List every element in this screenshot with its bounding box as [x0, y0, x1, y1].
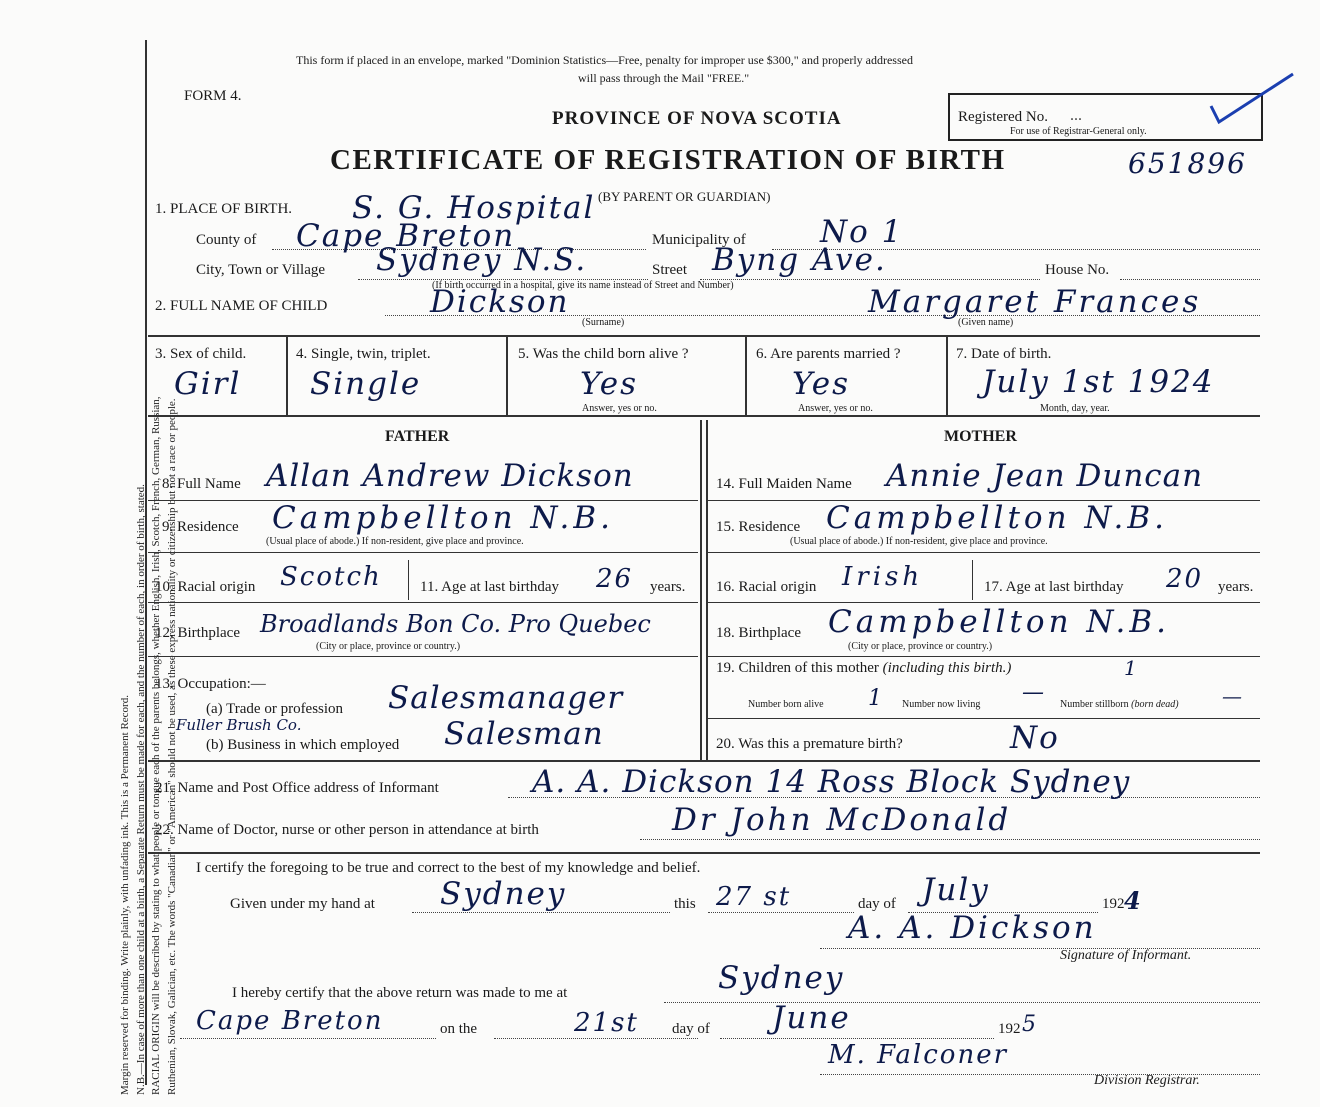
registered-no-label: Registered No.	[958, 109, 1048, 125]
registrar-month-line	[720, 1038, 994, 1039]
informant-signature-label: Signature of Informant.	[1060, 948, 1192, 963]
sex-value: Girl	[174, 366, 242, 402]
city-value: Sydney N.S.	[376, 242, 588, 278]
mother-racial-label: 16. Racial origin	[716, 579, 817, 595]
parents-divider	[700, 420, 702, 760]
margin-notes	[118, 396, 180, 1095]
registrar-day-of-label: day of	[672, 1021, 710, 1037]
father-name-value: Allan Andrew Dickson	[266, 458, 634, 494]
given-day-line	[708, 912, 854, 913]
premature-value: No	[1010, 720, 1060, 756]
now-living-label: Number now living	[902, 699, 981, 710]
parents-bottom-rule	[148, 760, 1260, 762]
city-label: City, Town or Village	[196, 262, 326, 278]
child-name-label: 2. FULL NAME OF CHILD	[155, 298, 328, 314]
stillborn-label	[1060, 699, 1179, 710]
mother-birthplace-rule	[708, 656, 1260, 657]
postal-notice-line2: will pass through the Mail "FREE."	[578, 71, 750, 85]
mother-residence-value: Campbellton N.B.	[826, 500, 1169, 536]
margin-line-2: N.B.—In case of more than one child at a birth, a Separate Return must be made for each, and the number of each, in order of birth, stated.	[134, 484, 147, 1095]
children-rule	[708, 718, 1260, 719]
given-month-value: July	[922, 872, 990, 908]
mother-heading: MOTHER	[944, 428, 1017, 445]
informant-signature-line	[820, 948, 1260, 949]
parents-married-note: Answer, yes or no.	[798, 403, 873, 414]
father-heading: FATHER	[385, 428, 450, 445]
municipality-label: Municipality of	[652, 232, 746, 248]
registrar-month-value: June	[772, 1000, 851, 1036]
form-number: FORM 4.	[184, 88, 242, 104]
mother-age-divider	[972, 560, 973, 600]
mother-age-label: 17. Age at last birthday	[984, 579, 1124, 595]
place-of-birth-label: 1. PLACE OF BIRTH.	[155, 201, 293, 217]
mother-racial-rule	[708, 602, 1260, 603]
binding-margin-rule	[145, 40, 147, 1085]
mother-residence-rule	[708, 552, 1260, 553]
child-surname: Dickson	[430, 284, 570, 320]
place-of-birth-value: S. G. Hospital	[352, 190, 596, 226]
given-day-of-label: day of	[858, 896, 896, 912]
mother-residence-note: (Usual place of abode.) If non-resident, give place and province.	[790, 536, 1048, 547]
certify-statement: I certify the foregoing to be true and correct to the best of my knowledge and belief.	[196, 860, 701, 876]
mother-birthplace-note: (City or place, province or country.)	[848, 641, 993, 652]
given-year-digit: 4	[1124, 886, 1143, 915]
stillborn-value: —	[1222, 684, 1244, 708]
father-birthplace-note: (City or place, province or country.)	[316, 641, 461, 652]
mother-racial-value: Irish	[842, 562, 924, 592]
plurality-label: 4. Single, twin, triplet.	[296, 346, 431, 362]
mother-age-value: 20	[1166, 564, 1204, 594]
certificate-subtitle: (BY PARENT OR GUARDIAN)	[598, 189, 771, 204]
born-alive-note: Answer, yes or no.	[582, 403, 657, 414]
parents-married-value: Yes	[792, 366, 851, 402]
parents-divider-2	[706, 420, 708, 760]
municipality-value: No 1	[820, 214, 904, 250]
given-day-value: 27 st	[716, 882, 792, 912]
informant-bottom-rule	[148, 852, 1260, 854]
registrar-day-line	[494, 1038, 698, 1039]
dob-label: 7. Date of birth.	[956, 346, 1052, 362]
father-birthplace-label: 12. Birthplace	[155, 625, 240, 641]
row3-divider-4	[946, 335, 948, 415]
informant-value: A. A. Dickson 14 Ross Block Sydney	[532, 764, 1131, 800]
given-place-line	[412, 912, 670, 913]
row3-divider-2	[506, 335, 508, 415]
certificate-title: CERTIFICATE OF REGISTRATION OF BIRTH	[330, 144, 1006, 176]
father-racial-label: 10. Racial origin	[155, 579, 256, 595]
children-total-value: 1	[1124, 656, 1139, 680]
given-place-value: Sydney	[440, 876, 567, 912]
row3-bottom-rule	[148, 415, 1260, 417]
dob-note: Month, day, year.	[1040, 403, 1110, 414]
registrar-statement: I hereby certify that the above return was made to me at	[232, 985, 568, 1001]
registered-no-value: ...	[1070, 107, 1082, 124]
children-label	[716, 660, 1011, 677]
trade-value: Salesmanager	[388, 680, 624, 716]
row3-divider-3	[745, 335, 747, 415]
parents-married-label: 6. Are parents married ?	[756, 346, 901, 362]
given-name-note: (Given name)	[958, 317, 1014, 328]
doctor-label: 22. Name of Doctor, nurse or other person in attendance at birth	[155, 822, 539, 838]
trade-label: (a) Trade or profession	[206, 701, 344, 717]
mother-birthplace-label: 18. Birthplace	[716, 625, 801, 641]
check-mark-icon	[1205, 68, 1300, 130]
registrar-on-the-label: on the	[440, 1021, 478, 1037]
this-label: this	[674, 896, 696, 912]
premature-label: 20. Was this a premature birth?	[716, 736, 903, 752]
margin-line-3: RACIAL ORIGIN will be described by stating to what people or tongue each of the parents belongs, whether English, Irish, Scotch, French, German, Russian,	[150, 396, 162, 1095]
mother-years-label: years.	[1218, 579, 1254, 595]
occupation-label: 13. Occupation:—	[155, 676, 266, 692]
informant-label: 21. Name and Post Office address of Informant	[155, 780, 439, 796]
born-alive-value: Yes	[580, 366, 639, 402]
born-alive-count-value: 1	[868, 686, 884, 711]
registrar-county-line	[180, 1038, 436, 1039]
mother-birthplace-value: Campbellton N.B.	[828, 604, 1171, 640]
province-heading: PROVINCE OF NOVA SCOTIA	[552, 108, 842, 129]
registrar-county-value: Cape Breton	[196, 1006, 384, 1036]
sex-label: 3. Sex of child.	[155, 346, 247, 362]
father-residence-label: 9. Residence	[162, 519, 239, 535]
father-residence-value: Campbellton N.B.	[272, 500, 615, 536]
surname-note: (Surname)	[582, 317, 625, 328]
father-years-label: years.	[650, 579, 686, 595]
registrar-day-value: 21st	[574, 1008, 639, 1038]
house-no-label: House No.	[1045, 262, 1110, 278]
stillborn-label-text: Number stillborn	[1060, 699, 1129, 710]
father-age-value: 26	[596, 564, 634, 594]
given-year-prefix: 192	[1102, 896, 1125, 912]
row3-divider-1	[286, 335, 288, 415]
child-given-name: Margaret Frances	[868, 284, 1202, 320]
father-birthplace-value: Broadlands Bon Co. Pro Quebec	[260, 610, 651, 638]
mother-name-label: 14. Full Maiden Name	[716, 476, 852, 492]
county-label: County of	[196, 232, 257, 248]
father-residence-rule	[148, 552, 698, 553]
father-age-divider	[408, 560, 409, 600]
registrar-year-prefix: 192	[998, 1021, 1021, 1037]
father-birthplace-rule	[148, 656, 698, 657]
mother-residence-label: 15. Residence	[716, 519, 801, 535]
county-value: Cape Breton	[296, 218, 516, 254]
street-label: Street	[652, 262, 687, 278]
postal-notice-line1: This form if placed in an envelope, marked "Dominion Statistics—Free, penalty for improper use $300," and properly addressed	[296, 53, 913, 67]
father-residence-note: (Usual place of abode.) If non-resident, give place and province.	[266, 536, 524, 547]
registrar-place-line	[664, 1002, 1260, 1003]
father-name-label: 8. Full Name	[162, 476, 241, 492]
doctor-line	[640, 839, 1260, 840]
now-living-value: —	[1022, 680, 1046, 705]
stamp-number: 651896	[1128, 147, 1247, 180]
dob-value: July 1st 1924	[982, 364, 1215, 400]
employer-note: Fuller Brush Co.	[176, 716, 302, 734]
street-value: Byng Ave.	[712, 242, 887, 278]
registrar-signature-label: Division Registrar.	[1094, 1073, 1200, 1088]
father-racial-value: Scotch	[280, 562, 382, 592]
informant-signature: A. A. Dickson	[848, 910, 1097, 946]
house-no-line	[1120, 279, 1260, 280]
margin-line-4: Ruthenian, Slovak, Galician, etc. The words "Canadian" or "American" should not be used, as these express nationality or citizenship but not a race or people.	[165, 398, 178, 1095]
registrar-note: For use of Registrar-General only.	[1010, 126, 1147, 137]
children-label-text: 19. Children of this mother	[716, 660, 879, 676]
father-age-label: 11. Age at last birthday	[420, 579, 559, 595]
registrar-place-value: Sydney	[718, 960, 845, 996]
plurality-value: Single	[310, 366, 422, 402]
given-under-label: Given under my hand at	[230, 896, 375, 912]
mother-name-value: Annie Jean Duncan	[886, 458, 1204, 494]
registrar-year-digit: 5	[1022, 1012, 1038, 1037]
doctor-value: Dr John McDonald	[672, 802, 1012, 838]
business-value: Salesman	[444, 716, 604, 752]
born-alive-label: 5. Was the child born alive ?	[518, 346, 689, 362]
margin-line-1: Margin reserved for binding. Write plainly, with unfading ink. This is a Permanent Record.	[119, 695, 131, 1095]
registrar-signature: M. Falconer	[828, 1040, 1009, 1070]
stillborn-label-note: (born dead)	[1131, 699, 1179, 710]
business-label: (b) Business in which employed	[206, 737, 400, 753]
hospital-note: (If birth occurred in a hospital, give its name instead of Street and Number)	[432, 280, 734, 291]
street-line	[700, 279, 1040, 280]
row3-top-rule	[148, 335, 1260, 337]
father-racial-rule	[148, 602, 698, 603]
born-alive-count-label: Number born alive	[748, 699, 824, 710]
children-label-note: (including this birth.)	[882, 660, 1012, 676]
